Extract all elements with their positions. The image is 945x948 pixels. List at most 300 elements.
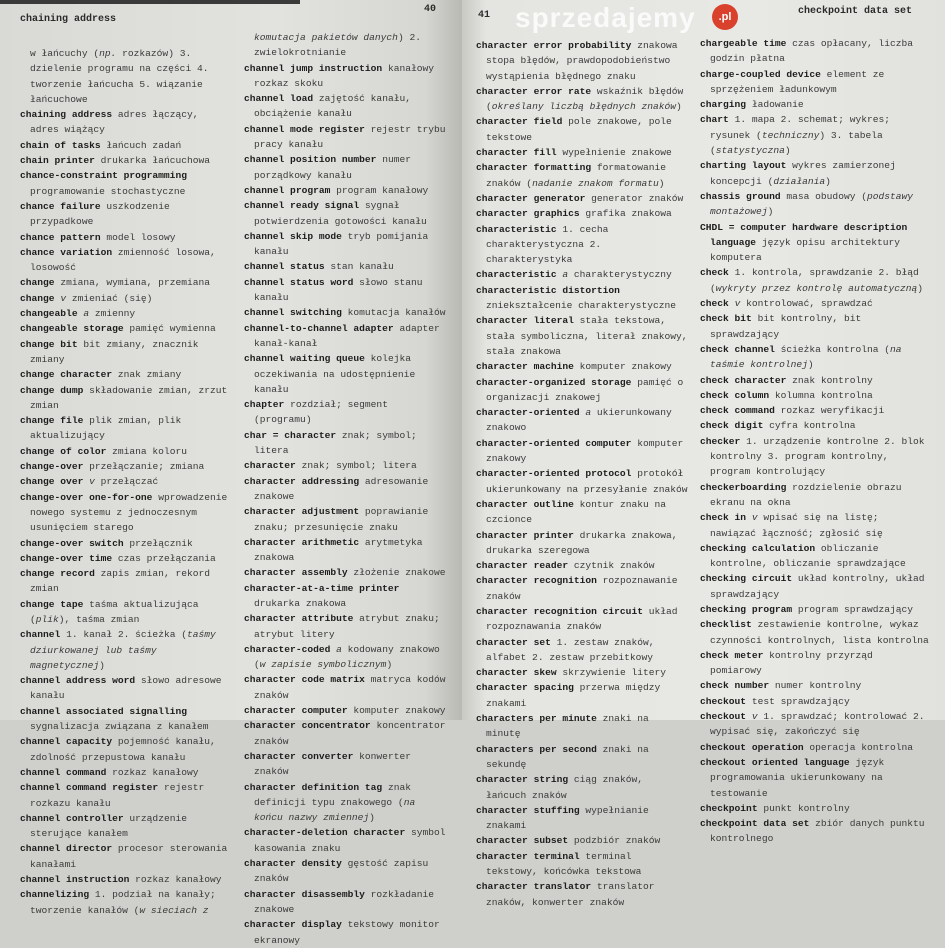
gloss-text: rejestr trybu pracy kanału: [254, 123, 446, 151]
dictionary-entry: [476, 283, 688, 314]
gloss-text: grafika znakowa: [585, 208, 672, 220]
dictionary-entry: [20, 245, 232, 276]
gloss-text: przełącznik: [129, 537, 193, 549]
headword: characteristic: [476, 269, 557, 281]
headword: change record: [20, 568, 95, 580]
dictionary-entry: [700, 541, 930, 572]
headword: check channel: [700, 343, 775, 355]
dictionary-entry: [476, 833, 688, 848]
dictionary-entry: [244, 275, 449, 306]
dictionary-entry: [20, 337, 232, 368]
gloss-text: ): [917, 282, 924, 294]
dictionary-entry: [700, 740, 930, 755]
headword: check number: [700, 680, 770, 692]
gloss-text: rozkaz weryfikacji: [780, 405, 885, 417]
italic-gloss: w zapisie symbolicznym: [259, 659, 387, 671]
headword: character assembly: [244, 567, 348, 579]
headword: check command: [700, 405, 775, 417]
gloss-text: ścieżka kontrolna (: [780, 343, 890, 355]
gloss-text: 1. sprawdzać; kontrolować 2. wypisać się, zakończyć się: [710, 711, 925, 738]
dictionary-entry: [20, 811, 232, 842]
gloss-text: 1. kanał 2. ścieżka (: [66, 629, 187, 641]
headword: channel address word: [20, 675, 136, 687]
dictionary-entry: [20, 704, 232, 735]
page-number-right: 41: [478, 10, 491, 21]
gloss-text: wprowadzenie nowego systemu z jednoczesnym usunięciem starego: [30, 491, 228, 534]
gloss-text: znakowa stopa błędów, prawdopodobieństwo wystąpienia błędnego znaku: [486, 40, 678, 82]
dictionary-entry: [700, 158, 930, 189]
headword: character set: [476, 636, 551, 648]
dictionary-entry: [476, 84, 688, 115]
dictionary-entry: [20, 367, 232, 382]
headword: checkpoint data set: [700, 818, 810, 830]
gloss-text: translator znaków, konwerter znaków: [486, 881, 655, 908]
dictionary-entry: [700, 189, 930, 220]
headword: character string: [476, 774, 569, 786]
dictionary-entry: [700, 755, 930, 801]
dictionary-column-3: [476, 38, 688, 910]
dictionary-entry: [244, 749, 449, 780]
headword: channel associated signalling: [20, 705, 187, 717]
headword: characteristic distortion: [476, 284, 620, 296]
gloss-text: formatowanie znaków (: [486, 162, 667, 189]
dictionary-entry: [20, 291, 232, 306]
headword: chance-constraint programming: [20, 170, 187, 182]
gloss-text: ): [767, 206, 774, 218]
dictionary-entry: [20, 306, 232, 321]
gloss-text: sygnał potwierdzenia gotowości kanału: [254, 200, 427, 227]
headword: characteristic: [476, 223, 557, 235]
gloss-text: symbol kasowania znaku: [254, 827, 446, 854]
headword: character spacing: [476, 682, 574, 694]
headword: channel jump instruction: [244, 62, 383, 74]
dictionary-entry: [244, 351, 449, 397]
dictionary-entry: [244, 535, 449, 566]
dictionary-entry: [244, 642, 449, 673]
dictionary-entry: [20, 627, 232, 673]
gloss-text: matryca kodów znaków: [254, 674, 446, 701]
gloss-text: ): [784, 145, 791, 157]
dictionary-entry: [244, 780, 449, 826]
gloss-text: rejestr rozkazu kanału: [30, 782, 205, 809]
dictionary-entry: [700, 296, 930, 311]
dictionary-entry: [20, 199, 232, 230]
gloss-text: pamięć o organizacji znakowej: [486, 376, 684, 403]
italic-gloss: a: [83, 308, 90, 320]
dictionary-entry: [244, 305, 449, 320]
dictionary-entry: [700, 480, 930, 511]
gloss-text: ), taśma zmian: [58, 613, 140, 625]
dictionary-entry: [244, 152, 449, 183]
italic-gloss: v: [751, 512, 758, 524]
dictionary-entry: [244, 458, 449, 473]
gloss-text: plik zmian, plik aktualizujący: [30, 415, 182, 442]
gloss-text: pojemność kanału, zdolność przepustowa kanału: [30, 736, 216, 763]
italic-gloss: wykryty przez kontrolę automatyczną: [715, 282, 918, 294]
headword: check in: [700, 512, 747, 524]
watermark-badge: .pl: [712, 4, 738, 30]
dictionary-entry: [244, 825, 449, 856]
dictionary-entry: [244, 198, 449, 229]
dictionary-entry: [244, 856, 449, 887]
headword: channel: [20, 629, 61, 641]
dictionary-entry: [244, 611, 449, 642]
gloss-text: sygnalizacja związana z kanałem: [30, 721, 209, 733]
headword: chance failure: [20, 200, 101, 212]
gloss-text: kontrolować, sprawdzać: [740, 298, 873, 310]
gloss-text: drukarka znakowa, drukarka szeregowa: [486, 529, 678, 556]
gloss-text: 1. mapa 2. schemat; wykres; rysunek (: [710, 114, 891, 141]
headword: charge-coupled device: [700, 68, 821, 80]
italic-gloss: nadanie znakom formatu: [532, 177, 659, 189]
headword: channel mode register: [244, 123, 365, 135]
dictionary-entry: [476, 206, 688, 221]
gloss-text: czytnik znaków: [573, 560, 655, 572]
dictionary-entry: [244, 581, 449, 612]
headword: change-over one-for-one: [20, 491, 153, 503]
gloss-text: ): [676, 101, 682, 113]
gloss-text: drukarka znakowa: [254, 597, 347, 609]
dictionary-entry: [476, 114, 688, 145]
headword: character literal: [476, 315, 574, 327]
dictionary-entry: [476, 772, 688, 803]
headword: change bit: [20, 338, 78, 350]
headword: channel ready signal: [244, 200, 360, 212]
gloss-text: procesor sterowania kanałami: [30, 843, 228, 870]
gloss-text: wypełnienie znakowe: [562, 147, 672, 159]
headword: channel-to-channel adapter: [244, 322, 394, 334]
dictionary-entry: [476, 38, 688, 84]
headword: character reader: [476, 560, 569, 572]
headword: channel capacity: [20, 736, 113, 748]
dictionary-entry: [476, 313, 688, 359]
headword: change-over time: [20, 552, 113, 564]
dictionary-entry: [476, 604, 688, 635]
headword: chart: [700, 114, 729, 126]
gloss-text: ): [807, 359, 814, 371]
gloss-text: znak zmiany: [117, 369, 182, 381]
dictionary-entry: [700, 816, 930, 847]
dictionary-entry: [20, 168, 232, 199]
headword: check: [700, 298, 729, 310]
dictionary-entry: [700, 617, 930, 648]
continued-entry: [20, 46, 232, 107]
gloss-text: wskaźnik błędów (: [486, 85, 684, 113]
headword: checker: [700, 435, 741, 447]
dictionary-entry: [244, 91, 449, 122]
headword: check: [700, 267, 729, 279]
headword: change character: [20, 369, 113, 381]
headword: channel controller: [20, 812, 124, 824]
dictionary-entry: [476, 191, 688, 206]
gloss-text: ) 3. tabela (: [710, 129, 883, 157]
dictionary-entry: [700, 36, 930, 67]
running-head-left: chaining address: [20, 14, 117, 25]
gloss-text: kontur znaku na czcionce: [486, 498, 666, 526]
gloss-text: zestawienie kontrolne, wykaz czynności kontrolnych, lista kontrolna: [710, 619, 929, 646]
headword: character field: [476, 116, 563, 128]
dictionary-entry: [476, 267, 688, 282]
italic-gloss: statystyczna: [715, 145, 785, 157]
dictionary-entry: [20, 474, 232, 489]
gloss-text: adres łączący, adres wiążący: [30, 109, 199, 136]
headword: character: [244, 460, 296, 472]
dictionary-entry: [20, 887, 232, 918]
dictionary-entry: [20, 459, 232, 474]
italic-gloss: określany liczbą błędnych znaków: [491, 101, 676, 113]
gloss-text: znak; symbol; litera: [301, 460, 417, 472]
headword: char = character: [244, 429, 337, 441]
dictionary-entry: [700, 373, 930, 388]
gloss-text: układ rozpoznawania znaków: [486, 605, 678, 633]
dictionary-entry: [20, 444, 232, 459]
headword: character terminal: [476, 850, 580, 862]
dictionary-entry: [244, 428, 449, 459]
headword: checklist: [700, 619, 752, 631]
gloss-text: czas przełączania: [117, 552, 216, 564]
headword: chance variation: [20, 246, 113, 258]
headword: character translator: [476, 881, 592, 893]
headword: changeable storage: [20, 323, 124, 335]
headword: checkerboarding: [700, 481, 787, 493]
gloss-text: zajętość kanału, obciążenie kanału: [254, 93, 411, 120]
gloss-text: protokół ukierunkowany na przesyłanie znaków: [486, 468, 688, 495]
dictionary-entry: [476, 665, 688, 680]
headword: character error rate: [476, 85, 592, 97]
dictionary-entry: [476, 436, 688, 467]
gloss-text: zmienny: [89, 308, 136, 320]
dictionary-entry: [476, 558, 688, 573]
gloss-text: kontrolny przyrząd pomiarowy: [710, 649, 873, 677]
headword: character adjustment: [244, 506, 360, 518]
gloss-text: operacja kontrolna: [809, 741, 914, 753]
dictionary-entry: [700, 801, 930, 816]
headword: chain of tasks: [20, 139, 101, 151]
dictionary-entry: [20, 383, 232, 414]
headword: character attribute: [244, 613, 354, 625]
headword: character generator: [476, 192, 586, 204]
gloss-text: słowo stanu kanału: [254, 276, 423, 304]
dictionary-entry: [476, 359, 688, 374]
dictionary-entry: [20, 490, 232, 536]
headword: channel skip mode: [244, 230, 342, 242]
headword: character error probability: [476, 40, 632, 51]
headword: character definition tag: [244, 781, 383, 793]
dictionary-entry: [20, 551, 232, 566]
italic-gloss: na taśmie kontrolnej: [710, 343, 902, 371]
headword: checkout: [700, 695, 747, 707]
gloss-text: arytmetyka znakowa: [254, 536, 423, 564]
gloss-text: zniekształcenie charakterystyczne: [486, 300, 676, 312]
headword: character-oriented: [476, 407, 580, 419]
gloss-text: generator znaków: [591, 192, 684, 204]
gloss-text: układ kontrolny, układ sprawdzający: [710, 573, 925, 600]
watermark-logo: sprzedajemy: [515, 2, 696, 33]
headword: characters per minute: [476, 713, 597, 725]
headword: channel status word: [244, 276, 354, 288]
dictionary-entry: [476, 528, 688, 559]
headword: check character: [700, 374, 787, 386]
headword: channel director: [20, 843, 113, 855]
gloss-text: numer kontrolny: [774, 680, 862, 692]
dictionary-entry: [700, 709, 930, 740]
gloss-text: ): [658, 177, 665, 189]
headword: change tape: [20, 598, 84, 610]
headword: change: [20, 277, 55, 289]
headword: channel command: [20, 766, 107, 778]
headword: characters per second: [476, 743, 597, 755]
dictionary-entry: [476, 879, 688, 910]
dictionary-entry: [244, 397, 449, 428]
headword: character skew: [476, 667, 557, 679]
dictionary-entry: [244, 183, 449, 198]
gloss-text: język opisu architektury komputera: [710, 236, 901, 264]
headword: character code matrix: [244, 674, 365, 686]
italic-gloss: a: [336, 643, 342, 655]
headword: checking program: [700, 603, 793, 615]
dictionary-entry: [700, 418, 930, 433]
gloss-text: element ze sprzężeniem ładunkowym: [710, 68, 885, 95]
gloss-text: bit zmiany, znacznik zmiany: [30, 338, 199, 365]
running-head-right: checkpoint data set: [798, 6, 913, 17]
dictionary-entry: [476, 466, 688, 497]
dictionary-entry: [700, 97, 930, 112]
dictionary-entry: [20, 566, 232, 597]
dictionary-entry: [700, 434, 930, 480]
headword: character converter: [244, 750, 354, 762]
headword: check bit: [700, 313, 752, 325]
headword: character computer: [244, 705, 348, 717]
headword: checking circuit: [700, 573, 793, 585]
gloss-text: drukarka łańcuchowa: [100, 155, 210, 167]
gloss-text: znak kontrolny: [792, 374, 873, 386]
gloss-text: znaki na sekundę: [486, 743, 649, 770]
dictionary-entry: [244, 259, 449, 274]
gloss-text: kanałowy rozkaz skoku: [254, 62, 435, 89]
headword: channel switching: [244, 307, 342, 319]
gloss-text: ładowanie: [751, 99, 804, 111]
gloss-text: koncentrator znaków: [254, 720, 446, 747]
gloss-text: komputer znakowy: [486, 437, 684, 465]
gloss-text: przełączanie; zmiana: [89, 461, 205, 473]
dictionary-entry: [476, 573, 688, 604]
dictionary-entry: [244, 61, 449, 92]
headword: channel command register: [20, 782, 159, 794]
gloss-text: znak definicji typu znakowego (: [254, 781, 411, 808]
dictionary-entry: [476, 375, 688, 406]
gloss-text: ): [386, 659, 393, 671]
dictionary-entry: [244, 321, 449, 352]
book-edge: [0, 0, 300, 4]
headword: chaining address: [20, 109, 113, 121]
dictionary-entry: [20, 321, 232, 336]
headword: character subset: [476, 835, 569, 847]
dictionary-entry: [244, 718, 449, 749]
headword: change-over switch: [20, 537, 124, 549]
gloss-text: ): [99, 659, 105, 671]
headword: character recognition circuit: [476, 605, 643, 617]
gloss-text: punkt kontrolny: [763, 802, 850, 814]
headword: checkout: [700, 711, 747, 723]
headword: channel waiting queue: [244, 353, 365, 365]
gloss-text: ) 2. zwielokrotnianie: [254, 32, 421, 59]
gloss-text: skrzywienie litery: [562, 667, 667, 679]
headword: charging: [700, 99, 747, 111]
gloss-text: test sprawdzający: [751, 695, 850, 707]
gloss-text: składowanie zmian, zrzut zmian: [30, 384, 228, 411]
gloss-text: rozkaz kanałowy: [135, 874, 222, 886]
headword: checkpoint: [700, 802, 758, 814]
italic-gloss: a: [562, 269, 569, 281]
headword: chain printer: [20, 155, 95, 167]
italic-gloss: w sieciach z: [139, 904, 209, 916]
headword: character-at-a-time printer: [244, 582, 400, 594]
headword: character display: [244, 919, 342, 931]
gloss-text: 1. urządzenie kontrolne 2. blok kontrolny 3. program kontrolny, program kontrolujący: [710, 435, 925, 478]
dictionary-entry: [244, 917, 449, 948]
gloss-text: stan kanału: [330, 261, 394, 273]
page-number-left: 40: [424, 4, 437, 15]
headword: chassis ground: [700, 190, 781, 202]
dictionary-entry: [476, 742, 688, 773]
dictionary-entry: [476, 711, 688, 742]
gloss-text: pamięć wymienna: [129, 323, 216, 335]
dictionary-entry: [476, 635, 688, 666]
headword: character recognition: [476, 575, 597, 587]
dictionary-entry: [20, 765, 232, 780]
gloss-text: język programowania ukierunkowany na testowanie: [710, 756, 885, 799]
dictionary-entry: [476, 849, 688, 880]
headword: check digit: [700, 420, 764, 432]
gloss-text: model losowy: [106, 231, 176, 243]
gloss-text: komutacja kanałów: [347, 307, 446, 319]
dictionary-entry: [244, 565, 449, 580]
dictionary-entry: [700, 602, 930, 617]
dictionary-entry: [20, 872, 232, 887]
dictionary-entry: [476, 145, 688, 160]
dictionary-entry: [20, 597, 232, 628]
italic-gloss: na końcu nazwy zmiennej: [254, 796, 416, 824]
dictionary-entry: [244, 672, 449, 703]
italic-gloss: komutacja pakietów danych: [254, 32, 398, 43]
gloss-text: ukierunkowany znakowo: [486, 407, 672, 434]
gloss-text: cyfra kontrolna: [769, 420, 856, 432]
gloss-text: program sprawdzający: [797, 603, 914, 615]
headword: character outline: [476, 498, 574, 510]
gloss-text: wpisać się na listę; nawiązać łączność; zgłosić się: [710, 512, 883, 539]
gloss-text: przerwa między znakami: [486, 682, 661, 709]
dictionary-entry: [20, 230, 232, 245]
headword: check column: [700, 389, 770, 401]
dictionary-entry: [244, 229, 449, 260]
gloss-text: zmieniać (się): [66, 292, 153, 304]
headword: change-over: [20, 461, 84, 473]
gloss-text: tryb pomijania kanału: [254, 230, 429, 258]
headword: channelizing: [20, 889, 90, 901]
gloss-text: kodowany znakowo (: [254, 643, 440, 671]
gloss-text: taśma aktualizująca (: [30, 598, 199, 625]
dictionary-entry: [700, 388, 930, 403]
italic-gloss: v: [89, 476, 95, 488]
italic-gloss: podstawy montażowej: [710, 190, 914, 218]
gloss-text: ): [369, 812, 375, 824]
gloss-text: konwerter znaków: [254, 750, 411, 778]
gloss-text: zmienność losowa, losowość: [30, 246, 216, 274]
dictionary-entry: [244, 122, 449, 153]
gloss-text: komputer znakowy: [579, 361, 672, 373]
gloss-text: stała tekstowa, stała symboliczna, literał znakowy, stała znakowa: [486, 315, 688, 357]
dictionary-entry: [700, 403, 930, 418]
